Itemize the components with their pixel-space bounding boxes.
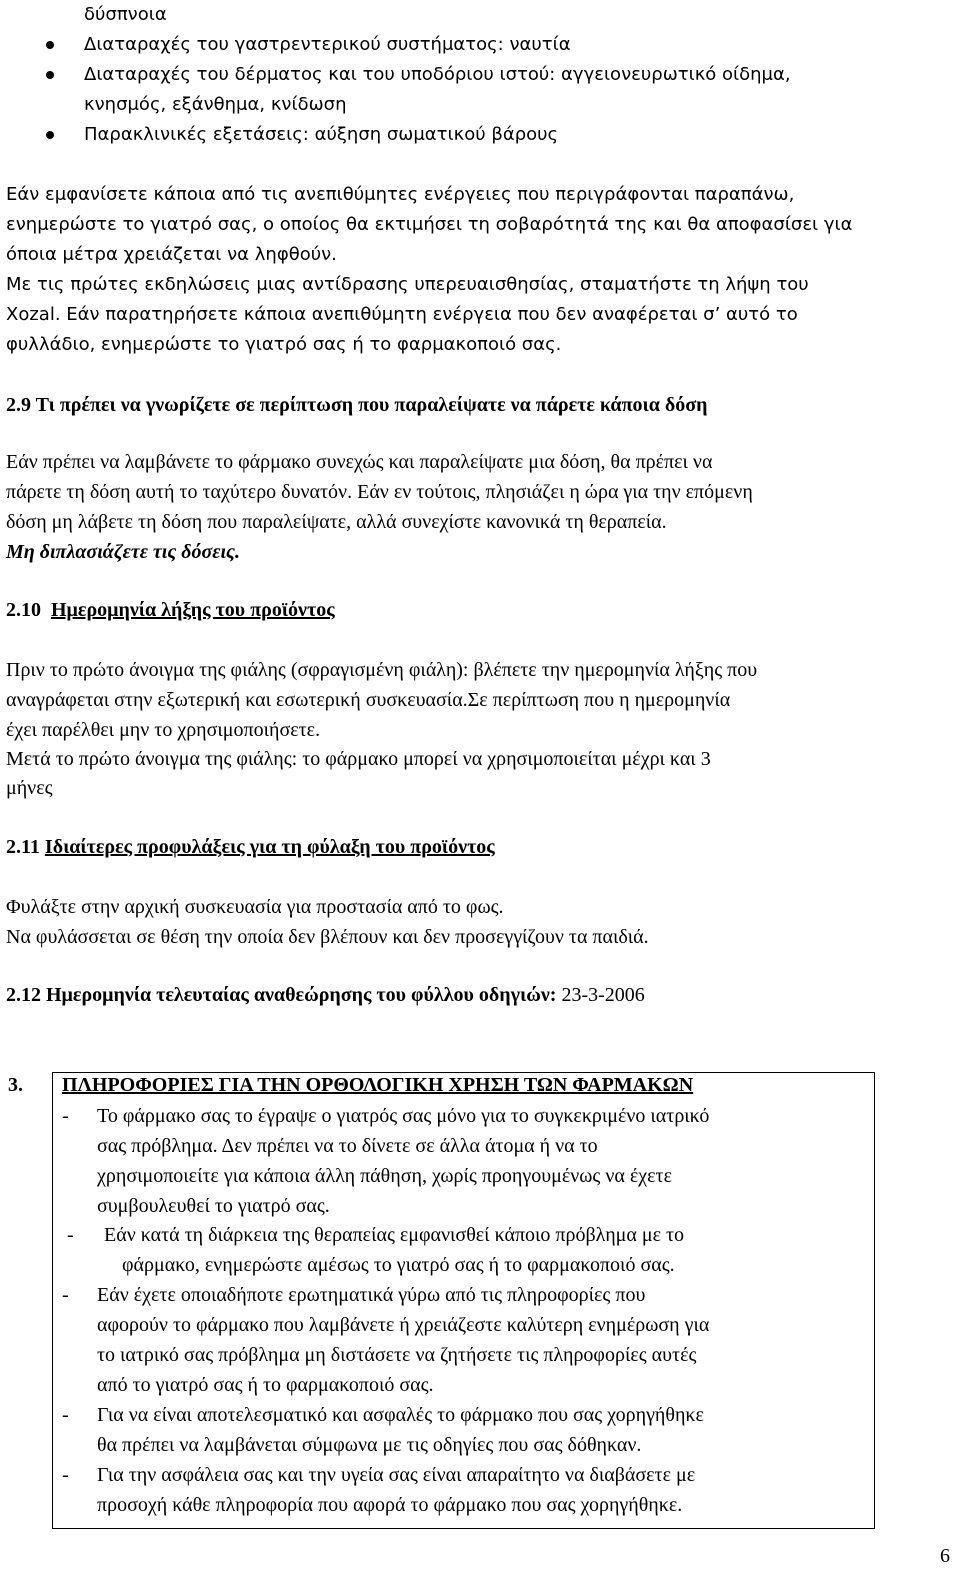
side-effects-line-5: Xozal. Εάν παρατηρήσετε κάποια ανεπιθύμητη ενέργεια που δεν αναφέρεται σ’ αυτό το	[6, 304, 798, 325]
dash-marker: -	[62, 1404, 69, 1426]
side-effects-line-2: ενημερώστε το γιατρό σας, ο οποίος θα εκτιμήσει τη σοβαρότητά της και θα αποφασίσει για	[6, 214, 853, 235]
section-2-12-heading: 2.12 Ημερομηνία τελευταίας αναθεώρησης του φύλλου οδηγιών:	[6, 984, 557, 1006]
dyspnoia-line: δύσπνοια	[84, 4, 167, 25]
bullet-item-1: Διαταραχές του γαστρεντερικού συστήματος: ναυτία	[84, 34, 571, 55]
section-2-12-line	[6, 980, 645, 1010]
dash-marker: -	[62, 1105, 69, 1127]
bullet-icon	[46, 131, 54, 139]
side-effects-line-6: φυλλάδιο, ενημερώστε το γιατρό σας ή το φαρμακοποιό σας.	[6, 334, 562, 355]
section-3-item-3-line-1: Εάν έχετε οποιαδήποτε ερωτηματικά γύρω από τις πληροφορίες που	[97, 1284, 646, 1306]
section-2-10-heading	[6, 595, 335, 625]
section-3-item-1-line-4: συμβουλευθεί το γιατρό σας.	[97, 1195, 330, 1217]
section-3-item-3-line-2: αφορούν το φάρμακο που λαμβάνετε ή χρειάζεστε καλύτερη ενημέρωση για	[97, 1314, 710, 1336]
section-2-10-line-5: μήνες	[6, 777, 53, 799]
dash-marker: -	[67, 1224, 74, 1246]
section-3-number: 3.	[8, 1074, 23, 1096]
section-3-item-4-line-1: Για να είναι αποτελεσματικό και ασφαλές το φάρμακο που σας χορηγήθηκε	[97, 1404, 704, 1426]
section-3-item-2-line-1: Εάν κατά τη διάρκεια της θεραπείας εμφανισθεί κάποιο πρόβλημα με το	[104, 1224, 685, 1246]
section-2-9-line-1: Εάν πρέπει να λαμβάνετε το φάρμακο συνεχώς και παραλείψατε μια δόση, θα πρέπει να	[6, 451, 713, 473]
section-3-item-2-line-2: φάρμακο, ενημερώστε αμέσως το γιατρό σας ή το φαρμακοποιό σας.	[122, 1254, 675, 1276]
side-effects-line-1: Εάν εμφανίσετε κάποια από τις ανεπιθύμητες ενέργειες που περιγράφονται παραπάνω,	[6, 184, 795, 205]
section-2-10-number: 2.10	[6, 599, 41, 621]
dash-marker: -	[62, 1464, 69, 1486]
section-3-item-4-line-2: θα πρέπει να λαμβάνεται σύμφωνα με τις οδηγίες που σας δόθηκαν.	[97, 1434, 642, 1456]
section-3-item-3-line-3: το ιατρικό σας πρόβλημα μη διστάσετε να ζητήσετε τις πληροφορίες αυτές	[97, 1344, 697, 1366]
section-2-10-line-3: έχει παρέλθει μην το χρησιμοποιήσετε.	[6, 719, 321, 741]
section-2-9-line-3: δόση μη λάβετε τη δόση που παραλείψατε, αλλά συνεχίστε κανονικά τη θεραπεία.	[6, 511, 667, 533]
bullet-item-2: Διαταραχές του δέρματος και του υποδόριου ιστού: αγγειονευρωτικό οίδημα,	[84, 64, 791, 85]
section-3-item-1-line-3: χρησιμοποιείτε για κάποια άλλη πάθηση, χωρίς προηγουμένως να έχετε	[97, 1165, 672, 1187]
section-3-title: ΠΛΗΡΟΦΟΡΙΕΣ ΓΙΑ ΤΗΝ ΟΡΘΟΛΟΓΙΚΗ ΧΡΗΣΗ ΤΩΝ ΦΑΡΜΑΚΩΝ	[62, 1074, 694, 1096]
section-2-9-heading: 2.9 Τι πρέπει να γνωρίζετε σε περίπτωση που παραλείψατε να πάρετε κάποια δόση	[6, 394, 708, 416]
bullet-icon	[46, 41, 54, 49]
bullet-item-3: Παρακλινικές εξετάσεις: αύξηση σωματικού βάρους	[84, 124, 559, 145]
section-3-item-1-line-1: Το φάρμακο σας το έγραψε ο γιατρός σας μόνο για το συγκεκριμένο ιατρικό	[97, 1105, 710, 1127]
section-2-11-heading	[6, 832, 495, 862]
section-2-10-line-1: Πριν το πρώτο άνοιγμα της φιάλης (σφραγισμένη φιάλη): βλέπετε την ημερομηνία λήξης που	[6, 659, 758, 681]
section-3-item-3-line-4: από το γιατρό σας ή το φαρμακοποιό σας.	[97, 1374, 434, 1396]
section-2-10-line-2: αναγράφεται στην εξωτερική και εσωτερική συσκευασία.Σε περίπτωση που η ημερομηνία	[6, 689, 731, 711]
section-2-11-line-1: Φυλάξτε στην αρχική συσκευασία για προστασία από το φως.	[6, 896, 504, 918]
section-2-10-title: Ημερομηνία λήξης του προϊόντος	[51, 599, 335, 621]
page-number: 6	[940, 1545, 950, 1567]
section-2-11-number: 2.11	[6, 836, 40, 858]
section-3-item-5-line-2: προσοχή κάθε πληροφορία που αφορά το φάρμακο που σας χορηγήθηκε.	[97, 1494, 683, 1516]
section-2-11-title: Ιδιαίτερες προφυλάξεις για τη φύλαξη του προϊόντος	[44, 836, 495, 858]
bullet-item-2-continuation: κνησμός, εξάνθημα, κνίδωση	[84, 94, 347, 115]
side-effects-line-4: Με τις πρώτες εκδηλώσεις μιας αντίδρασης υπερευαισθησίας, σταματήστε τη λήψη του	[6, 274, 809, 295]
side-effects-line-3: όποια μέτρα χρειάζεται να ληφθούν.	[6, 244, 337, 265]
section-3-item-5-line-1: Για την ασφάλεια σας και την υγεία σας είναι απαραίτητο να διαβάσετε με	[97, 1464, 696, 1486]
bullet-icon	[46, 71, 54, 79]
section-3-item-1-line-2: σας πρόβλημα. Δεν πρέπει να το δίνετε σε άλλα άτομα ή να το	[97, 1135, 598, 1157]
section-2-9-emphasis: Μη διπλασιάζετε τις δόσεις.	[6, 541, 240, 563]
section-2-10-line-4: Μετά το πρώτο άνοιγμα της φιάλης: το φάρμακο μπορεί να χρησιμοποιείται μέχρι και 3	[6, 748, 711, 770]
revision-date: 23-3-2006	[556, 984, 645, 1006]
section-2-11-line-2: Να φυλάσσεται σε θέση την οποία δεν βλέπουν και δεν προσεγγίζουν τα παιδιά.	[6, 926, 649, 948]
dash-marker: -	[62, 1284, 69, 1306]
section-2-9-line-2: πάρετε τη δόση αυτή το ταχύτερο δυνατόν. Εάν εν τούτοις, πλησιάζει η ώρα για την επόμενη	[6, 481, 753, 503]
